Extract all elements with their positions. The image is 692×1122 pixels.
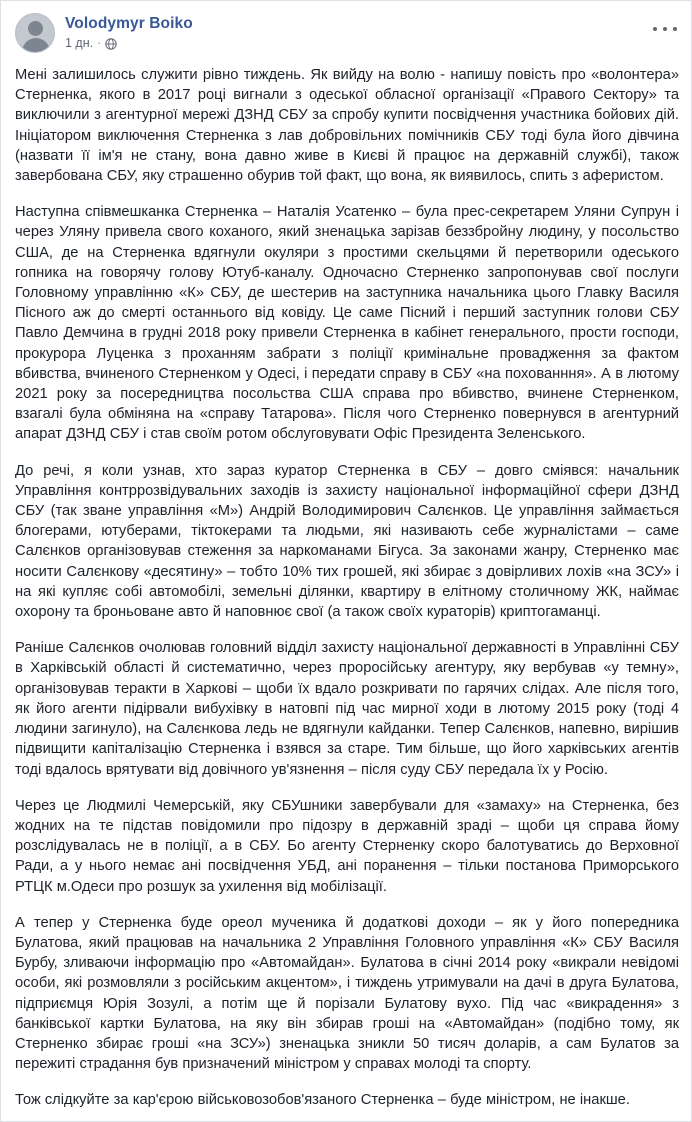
avatar[interactable] — [15, 13, 55, 53]
post-paragraph: Тож слідкуйте за кар'єрою військовозобов'язаного Стерненка – буде міністром, не інакше. — [15, 1092, 630, 1109]
avatar-head-shape — [28, 21, 43, 36]
social-post — [1, 1, 692, 1121]
ellipsis-dot-icon — [673, 27, 677, 31]
ellipsis-dot-icon — [663, 27, 667, 31]
post-meta-separator: · — [97, 36, 102, 50]
post-timestamp[interactable]: 1 дн. — [65, 36, 94, 50]
post-header — [1, 1, 692, 59]
post-paragraph: Через це Людмилі Чемерській, яку СБУшники завербували для «замаху» на Стерненка, без жодних на те підстав повідомили про підозру в державній зраді – щоби ця справа йому розслідувалась не в поліції, а в СБУ. Бо агенту Стерненку скоро балотуватись до Верховної Ради, а у нього немає ані посвідчення УБД, ані поранення – тільки постанова Приморського РТЦК м.Одеси про розшук за ухилення від мобілізації. — [15, 797, 679, 895]
post-paragraph: До речі, я коли узнав, хто зараз куратор Стерненка в СБУ – довго смiявся: начальник Управління контррозвідувальних заходів із захисту національної інформаційної сфери ДЗНД СБУ (так зване управління «М») Андрій Володимирович Салєнков. Це управління займається блогерами, ютуберами, тіктокерами та людьми, які називають себе журналістами – саме Салєнков організовував стеження за наркоманами Бігуса. За законами жанру, Стерненко має носити Салєнкову «десятину» – тобто 10% тих грошей, які збирає з довірливих лохів «на ЗСУ» і на які купляє собі автомобілі, земельні ділянки, квартиру в елітному столичному ЖК, наймає охорону та броньоване авто й наповнює свої (а також своїх куратoрів) криптогаманці. — [15, 462, 679, 621]
post-meta — [65, 36, 653, 51]
globe-icon[interactable] — [105, 38, 117, 50]
post-paragraph: А тепер у Стерненка буде ореол мученика й додаткові доходи – як у його попередника Булатова, який працював на начальника 2 Управління Головного управління «К» СБУ Василя Бурбу, зливаючи інформацію про «Автомайдан». Булатова в січні 2014 року «викрали невідомі особи, які розмовляли з російським акцентом», і тиждень утримували на дачі в друга Булатова, підприємця Юрія Зозулі, а потім ще й порізали Булатову вухо. Під час «викрадення» з банківської картки Булатова, на яку він збирав гроші на «Автомайдан» (подібно тому, як Стерненко збирає гроші «на ЗСУ») зненацька зникли 50 тисяч доларів, а сам Булатов за пережиті страдання був призначений міністром у справах молоді та спорту. — [15, 914, 679, 1073]
post-paragraph: Раніше Салєнков очолював головний відділ захисту національної державності в Управлінні СБУ в Харківській області й систематично, через проросійську агентуру, яку вербував «у темну», організовував теракти в Харкові – щоби їх вдало розкривати по гарячих слідах. Але після того, як його агенти підірвали вибухівку в натовпі під час мирної ходи в лютому 2015 року (тоді 4 людини загинуло), на Салєнкова ледь не вдягнули кайданки. Тепер Салєнков, напевно, вирішив підвищити капіталізацію Стерненка і взявся за старе. Тим більше, що його харківських агентів тоді вдалось врятувати від довічного ув'язнення – після суду СБУ передала їх у Росію. — [15, 640, 679, 778]
post-author-name[interactable]: Volodymyr Boiko — [65, 15, 193, 32]
post-paragraph: Наступна співмешканка Стерненка – Наталія Усатенко – була прес-секретарем Уляни Супрун і через Уляну привела свого коханого, який зненацька зарізав беззбройну людину, у посольство США, де на Стерненка вдягнули окуляри з простими скельцями й перетворили одеського гопника на говорячу голову Ютуб-каналу. Одночасно Стерненко запропонував свої послуги Головному управлінню «К» СБУ, де шестерив на заступника начальника цього Главку Василя Пісного аж до смерті останнього від ковіду. Це саме Пісний і перший заступник голови СБУ Павло Демчина в грудні 2018 року привели Стерненка в кабінет генерального, прости господи, прокурора Луценка з проханням забрати з поліції кримінальне провадження за фактом вбивства, вчиненого Стерненком у Одесі, і передати справу в СБУ «на похованння». А в лютому 2021 року за посередництва посольства США справа про вбивство, вчинене Стерненком, взагалі була обміняна на «справу Татарова». Після чого Стерненко повернувся в агентурний апарат ДЗНД СБУ і став своїм ротом обслуговувати Офіс Президента Зеленського. — [15, 204, 679, 443]
post-more-options-button[interactable] — [653, 19, 677, 39]
post-body — [1, 59, 692, 1121]
ellipsis-dot-icon — [653, 27, 657, 31]
post-header-text — [65, 13, 653, 51]
post-paragraph: Мені залишилось служити рівно тиждень. Як вийду на волю - напишу повість про «волонтера» Стерненка, якого в 2017 році вигнали з одеської обласної організації «Правого Сектору» та виключили з агентурної мережі ДЗНД СБУ за спробу купити посвідчення участника бойових дій. Ініціатором виключення Стерненка з лав добровільних помічників СБУ тоді була його дівчина (назвати її ім'я не стану, вона давно живе в Києві й працює на державній службі), також завербована СБУ, яку страшенно обурив той факт, що вона, як виявилось, спить з аферистом. — [15, 67, 679, 185]
avatar-body-shape — [22, 38, 50, 53]
